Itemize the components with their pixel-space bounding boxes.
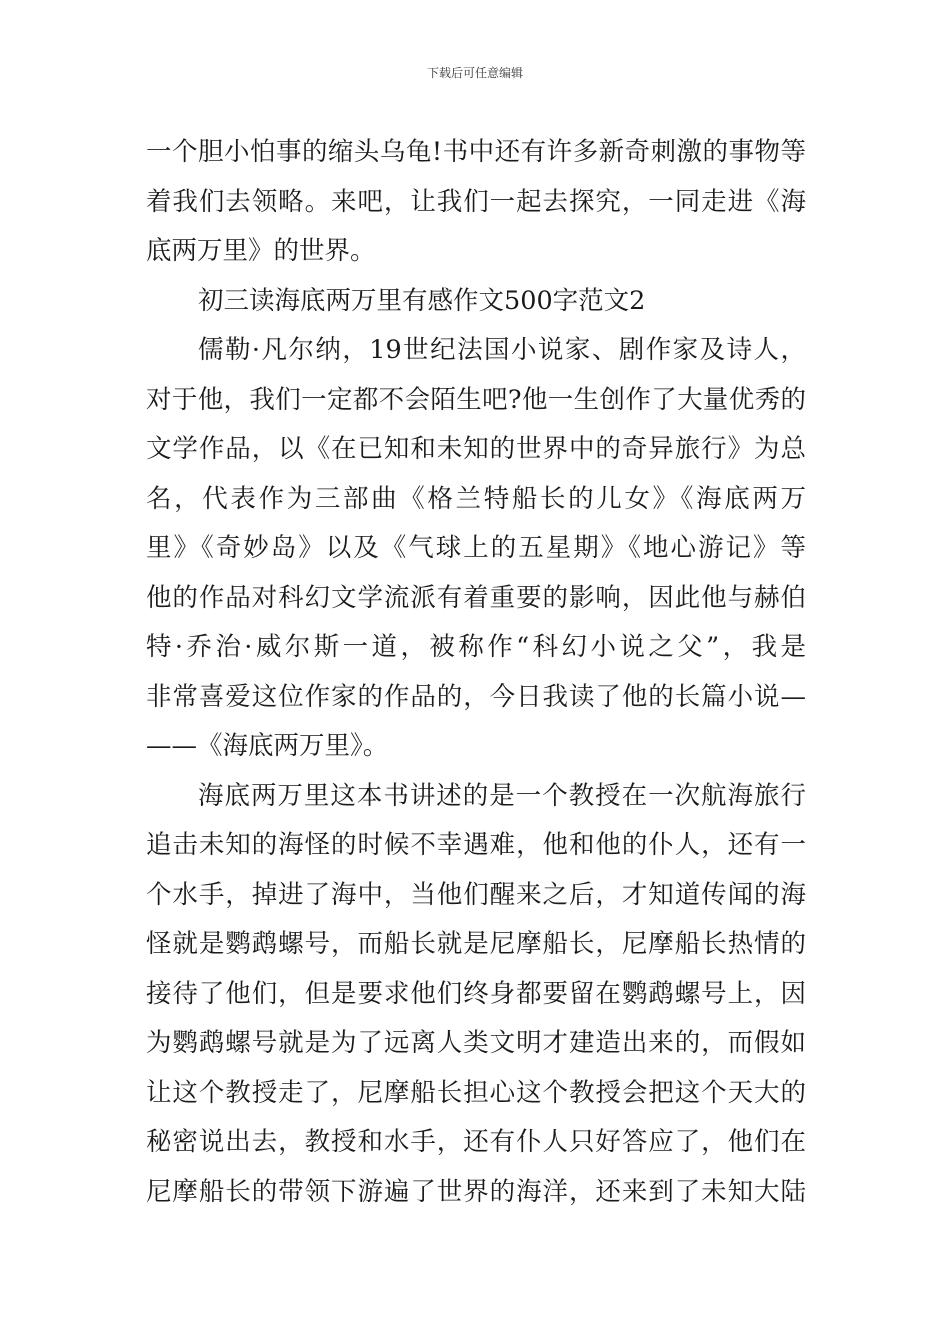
text-line: 他的作品对科幻文学流派有着重要的影响，因此他与赫伯 [146, 582, 806, 613]
text-line: 儒勒·凡尔纳，19世纪法国小说家、剧作家及诗人， [198, 335, 806, 365]
text-line: ——《海底两万里》。 [146, 731, 389, 761]
text-line: 里》《奇妙岛》以及《气球上的五星期》《地心游记》等 [146, 533, 806, 563]
text-line: 尼摩船长的带领下游遍了世界的海洋，还来到了未知大陆 [146, 1176, 806, 1207]
text-line: 名，代表作为三部曲《格兰特船长的儿女》《海底两万 [146, 483, 806, 514]
text-line: 让这个教授走了，尼摩船长担心这个教授会把这个天大的 [146, 1077, 806, 1108]
text-line: 怪就是鹦鹉螺号，而船长就是尼摩船长，尼摩船长热情的 [146, 929, 806, 959]
text-line: 海底两万里这本书讲述的是一个教授在一次航海旅行 [198, 780, 806, 811]
text-line: 非常喜爱这位作家的作品的，今日我读了他的长篇小说— [146, 681, 806, 712]
section-title: 初三读海底两万里有感作文500字范文2 [198, 285, 646, 316]
text-line: 秘密说出去，教授和水手，还有仆人只好答应了，他们在 [146, 1127, 806, 1157]
text-line: 追击未知的海怪的时候不幸遇难，他和他的仆人，还有一 [146, 830, 806, 860]
page-header: 下载后可任意编辑 [426, 66, 523, 80]
text-line: 特·乔治·威尔斯一道，被称作“科幻小说之父”，我是 [146, 632, 806, 662]
text-line: 底两万里》的世界。 [146, 236, 376, 266]
text-line: 为鹦鹉螺号就是为了远离人类文明才建造出来的，而假如 [146, 1028, 806, 1058]
document-body [146, 128, 806, 1217]
text-line: 着我们去领略。来吧，让我们一起去探究，一同走进《海 [146, 186, 806, 217]
text-line: 个水手，掉进了海中，当他们醒来之后，才知道传闻的海 [146, 879, 806, 910]
text-line: 文学作品，以《在已知和未知的世界中的奇异旅行》为总 [146, 434, 806, 464]
text-line: 一个胆小怕事的缩头乌龟!书中还有许多新奇刺激的事物等 [146, 137, 806, 167]
text-line: 对于他，我们一定都不会陌生吧?他一生创作了大量优秀的 [146, 384, 806, 415]
text-line: 接待了他们，但是要求他们终身都要留在鹦鹉螺号上，因 [146, 978, 806, 1009]
